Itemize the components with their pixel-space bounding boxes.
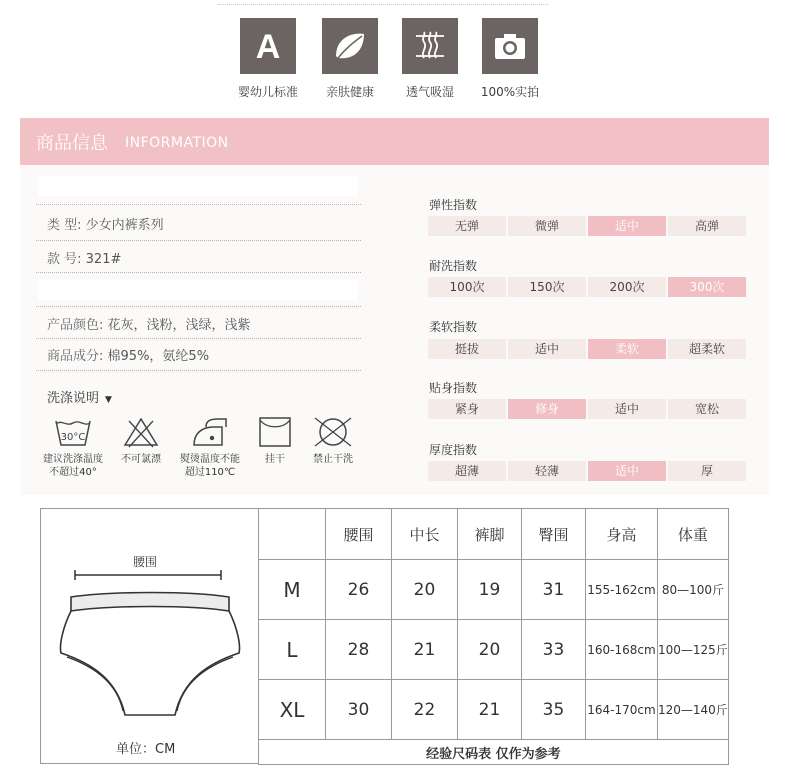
info-type-value: 少女内裤系列 <box>85 218 164 233</box>
wash-item <box>305 415 361 466</box>
index-option-selected: 柔软 <box>588 339 666 359</box>
info-color-key: 产品颜色: <box>47 318 104 333</box>
wash-label: 挂干 <box>265 454 285 465</box>
wash-label: 不可氯漂 <box>121 454 161 465</box>
table-cell: 164-170cm <box>586 680 658 740</box>
index-option: 微弹 <box>508 216 586 236</box>
table-header-cell: 裤脚 <box>458 509 522 560</box>
info-model-value: 321# <box>85 252 122 267</box>
svg-text:A: A <box>255 28 281 66</box>
table-header-cell: 中长 <box>392 509 458 560</box>
index-option: 挺拔 <box>428 339 506 359</box>
table-cell: 33 <box>522 620 586 680</box>
unit-label: 单位：CM <box>116 742 176 757</box>
size-cell: L <box>259 620 326 680</box>
table-cell: 21 <box>392 620 458 680</box>
size-illustration <box>40 508 258 764</box>
feature-skin-friendly <box>310 18 390 100</box>
table-footer-row <box>259 740 729 765</box>
table-cell: 31 <box>522 560 586 620</box>
index-option: 紧身 <box>428 399 506 419</box>
wash-item <box>38 415 108 479</box>
letter-a-icon <box>240 18 296 74</box>
index-option: 100次 <box>428 277 506 297</box>
blank-strip <box>38 176 358 196</box>
index-option: 150次 <box>508 277 586 297</box>
chevron-down-icon: ▼ <box>105 395 112 405</box>
index-option: 轻薄 <box>508 461 586 481</box>
wash-label: 不超过40° <box>49 467 97 478</box>
table-row <box>259 680 729 740</box>
wash-durability-title: 耐洗指数 <box>429 259 478 273</box>
table-cell: 120—140斤 <box>658 680 729 740</box>
table-header-cell: 体重 <box>658 509 729 560</box>
feature-icons <box>228 18 568 98</box>
divider <box>36 338 361 339</box>
info-material-value: 棉95%，氨纶5% <box>107 349 210 364</box>
wash-30-icon <box>53 415 93 449</box>
index-option: 超薄 <box>428 461 506 481</box>
index-option-selected: 修身 <box>508 399 586 419</box>
wash-durability-scale <box>428 277 746 297</box>
index-option: 超柔软 <box>668 339 746 359</box>
blank-strip <box>38 280 358 300</box>
table-cell: 26 <box>326 560 392 620</box>
wash-item <box>112 415 170 466</box>
info-material <box>47 345 209 364</box>
waist-label: 腰围 <box>133 555 158 569</box>
table-row <box>259 560 729 620</box>
info-color-value: 花灰，浅粉，浅绿，浅紫 <box>107 318 251 333</box>
wash-item <box>254 415 296 466</box>
table-cell: 22 <box>392 680 458 740</box>
table-header-cell: 腰围 <box>326 509 392 560</box>
info-banner <box>20 118 769 165</box>
feature-label: 亲肤健康 <box>325 85 374 99</box>
divider <box>36 240 361 241</box>
wash-label: 超过110℃ <box>184 467 236 478</box>
camera-icon <box>482 18 538 74</box>
index-option: 无弹 <box>428 216 506 236</box>
breathable-icon <box>402 18 458 74</box>
wash-instructions-toggle[interactable] <box>47 387 112 406</box>
table-cell: 28 <box>326 620 392 680</box>
size-table <box>258 508 729 765</box>
wash-label: 建议洗涤温度 <box>43 454 103 465</box>
index-option: 宽松 <box>668 399 746 419</box>
table-header-cell: 臀围 <box>522 509 586 560</box>
table-cell: 100—125斤 <box>658 620 729 680</box>
table-cell: 30 <box>326 680 392 740</box>
index-option-selected: 适中 <box>588 461 666 481</box>
table-header-cell <box>259 509 326 560</box>
elasticity-title: 弹性指数 <box>429 198 478 212</box>
iron-icon <box>188 415 232 449</box>
table-cell: 80—100斤 <box>658 560 729 620</box>
index-option: 适中 <box>508 339 586 359</box>
no-dry-clean-icon <box>311 415 355 449</box>
table-header-row <box>259 509 729 560</box>
table-cell: 160-168cm <box>586 620 658 680</box>
no-bleach-icon <box>121 415 161 449</box>
thickness-title: 厚度指数 <box>429 443 478 457</box>
divider <box>36 306 361 307</box>
wash-item <box>175 415 245 479</box>
size-cell: M <box>259 560 326 620</box>
table-cell: 21 <box>458 680 522 740</box>
index-option: 200次 <box>588 277 666 297</box>
feature-real-photo <box>470 18 550 100</box>
table-cell: 20 <box>392 560 458 620</box>
table-cell: 20 <box>458 620 522 680</box>
softness-title: 柔软指数 <box>429 320 478 334</box>
index-option-selected: 300次 <box>668 277 746 297</box>
feature-label: 婴幼儿标准 <box>237 85 298 99</box>
feature-label: 100%实拍 <box>480 85 540 99</box>
wash-temperature: 30°C <box>60 432 86 443</box>
banner-subtitle: INFORMATION <box>125 135 229 151</box>
info-model <box>47 248 121 267</box>
feature-breathable <box>390 18 470 100</box>
hang-dry-icon <box>255 415 295 449</box>
fit-scale <box>428 399 746 419</box>
feature-label: 透气吸湿 <box>405 85 454 99</box>
index-option: 适中 <box>588 399 666 419</box>
divider <box>36 370 361 371</box>
index-option: 高弹 <box>668 216 746 236</box>
table-cell: 155-162cm <box>586 560 658 620</box>
feature-baby-standard <box>228 18 308 100</box>
divider <box>36 272 361 273</box>
thickness-scale <box>428 461 746 481</box>
fit-title: 贴身指数 <box>429 381 478 395</box>
info-model-key: 款 号: <box>47 252 82 267</box>
banner-title: 商品信息 <box>36 133 108 154</box>
table-cell: 19 <box>458 560 522 620</box>
softness-scale <box>428 339 746 359</box>
size-chart-note: 经验尺码表 仅作为参考 <box>259 740 729 765</box>
wash-title: 洗涤说明 <box>47 391 100 406</box>
info-type <box>47 214 164 233</box>
wash-label: 熨烫温度不能 <box>180 454 240 465</box>
size-cell: XL <box>259 680 326 740</box>
index-option: 厚 <box>668 461 746 481</box>
info-color <box>47 314 251 333</box>
info-material-key: 商品成分: <box>47 349 104 364</box>
table-header-cell: 身高 <box>586 509 658 560</box>
info-type-key: 类 型: <box>47 218 82 233</box>
wash-label: 禁止干洗 <box>313 454 353 465</box>
top-dotted-divider <box>218 4 548 5</box>
underwear-diagram-icon <box>51 567 251 717</box>
leaf-icon <box>322 18 378 74</box>
table-row <box>259 620 729 680</box>
table-cell: 35 <box>522 680 586 740</box>
elasticity-scale <box>428 216 746 236</box>
index-option-selected: 适中 <box>588 216 666 236</box>
divider <box>36 204 361 205</box>
